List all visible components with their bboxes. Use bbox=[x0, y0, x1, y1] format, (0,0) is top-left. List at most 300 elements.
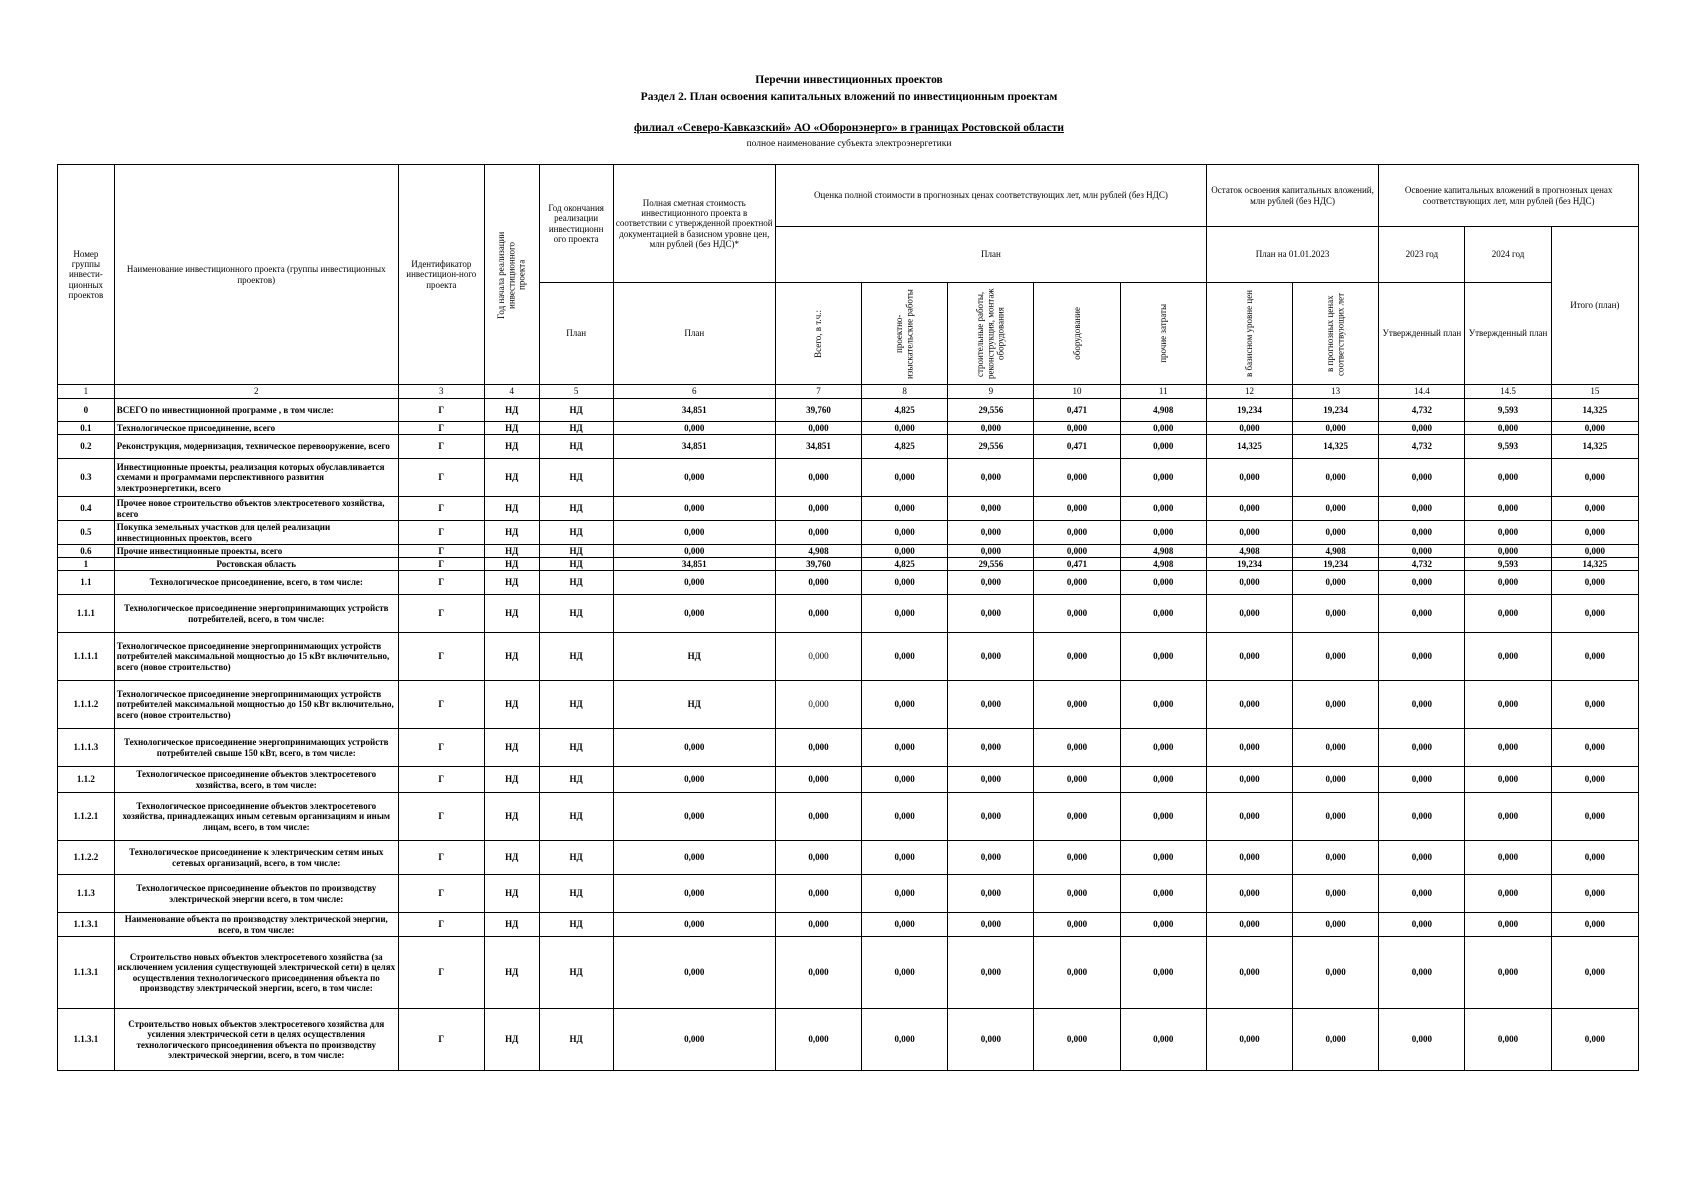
value-cell: 14,325 bbox=[1293, 435, 1379, 459]
value-cell: 4,908 bbox=[1120, 558, 1206, 571]
value-cell: 0,000 bbox=[1120, 422, 1206, 435]
header-identifier: Идентификатор инвестицион-ного проекта bbox=[398, 165, 484, 385]
header-sub-total: Всего, в т.ч.: bbox=[775, 283, 861, 385]
full-cost: 0,000 bbox=[613, 937, 775, 1009]
full-cost: НД bbox=[613, 633, 775, 681]
value-cell: 0,000 bbox=[1465, 729, 1551, 767]
column-number: 5 bbox=[539, 385, 613, 399]
project-identifier: Г bbox=[398, 422, 484, 435]
project-name: Прочие инвестиционные проекты, всего bbox=[114, 545, 398, 558]
end-year: НД bbox=[539, 459, 613, 497]
value-cell: 0,000 bbox=[862, 545, 948, 558]
start-year: НД bbox=[484, 633, 539, 681]
table-row bbox=[58, 793, 1639, 841]
column-number: 7 bbox=[775, 385, 861, 399]
end-year: НД bbox=[539, 913, 613, 937]
table-row bbox=[58, 497, 1639, 521]
value-cell: 0,000 bbox=[1551, 1009, 1638, 1071]
value-cell: 0,000 bbox=[1206, 793, 1292, 841]
full-cost: 0,000 bbox=[613, 595, 775, 633]
start-year: НД bbox=[484, 841, 539, 875]
value-cell: 0,000 bbox=[1465, 913, 1551, 937]
project-name: ВСЕГО по инвестиционной программе , в том числе: bbox=[114, 399, 398, 422]
value-cell: 0,000 bbox=[1293, 729, 1379, 767]
project-identifier: Г bbox=[398, 937, 484, 1009]
value-cell: 0,000 bbox=[1551, 545, 1638, 558]
project-identifier: Г bbox=[398, 558, 484, 571]
header-group-no: Номер группы инвести-ционных проектов bbox=[58, 165, 115, 385]
project-identifier: Г bbox=[398, 793, 484, 841]
value-cell: 0,000 bbox=[1034, 937, 1120, 1009]
value-cell: 0,000 bbox=[775, 681, 861, 729]
value-cell: 0,000 bbox=[862, 729, 948, 767]
project-identifier: Г bbox=[398, 497, 484, 521]
value-cell: 4,825 bbox=[862, 399, 948, 422]
value-cell: 0,000 bbox=[775, 497, 861, 521]
header-2024: 2024 год bbox=[1465, 227, 1551, 283]
value-cell: 0,000 bbox=[948, 571, 1034, 595]
value-cell: 0,000 bbox=[1379, 595, 1465, 633]
header-development: Освоение капитальных вложений в прогнозных ценах соответствующих лет, млн рублей (без НДС) bbox=[1379, 165, 1639, 227]
value-cell: 0,000 bbox=[948, 459, 1034, 497]
table-row bbox=[58, 937, 1639, 1009]
value-cell: 0,000 bbox=[1551, 681, 1638, 729]
value-cell: 0,000 bbox=[1379, 793, 1465, 841]
table-row bbox=[58, 399, 1639, 422]
value-cell: 4,908 bbox=[1120, 399, 1206, 422]
start-year: НД bbox=[484, 729, 539, 767]
full-cost: 0,000 bbox=[613, 729, 775, 767]
value-cell: 0,000 bbox=[1120, 937, 1206, 1009]
value-cell: 0,000 bbox=[948, 633, 1034, 681]
row-number: 1.1.1.1 bbox=[58, 633, 115, 681]
value-cell: 4,825 bbox=[862, 558, 948, 571]
row-number: 0.1 bbox=[58, 422, 115, 435]
start-year: НД bbox=[484, 435, 539, 459]
full-cost: 0,000 bbox=[613, 545, 775, 558]
start-year: НД bbox=[484, 521, 539, 545]
row-number: 1 bbox=[58, 558, 115, 571]
value-cell: 0,000 bbox=[1120, 435, 1206, 459]
value-cell: 0,000 bbox=[1551, 937, 1638, 1009]
value-cell: 0,000 bbox=[1293, 767, 1379, 793]
value-cell: 0,000 bbox=[1293, 937, 1379, 1009]
start-year: НД bbox=[484, 422, 539, 435]
value-cell: 0,000 bbox=[1206, 767, 1292, 793]
project-name: Покупка земельных участков для целей реализации инвестиционных проектов, всего bbox=[114, 521, 398, 545]
project-name: Реконструкция, модернизация, техническое перевооружение, всего bbox=[114, 435, 398, 459]
column-number: 2 bbox=[114, 385, 398, 399]
value-cell: 29,556 bbox=[948, 399, 1034, 422]
value-cell: 0,000 bbox=[1551, 459, 1638, 497]
table-row bbox=[58, 913, 1639, 937]
row-number: 0 bbox=[58, 399, 115, 422]
table-row bbox=[58, 875, 1639, 913]
table-row bbox=[58, 633, 1639, 681]
start-year: НД bbox=[484, 767, 539, 793]
value-cell: 0,000 bbox=[775, 595, 861, 633]
value-cell: 0,000 bbox=[1465, 459, 1551, 497]
value-cell: 0,000 bbox=[1034, 1009, 1120, 1071]
full-cost: 0,000 bbox=[613, 521, 775, 545]
value-cell: 9,593 bbox=[1465, 558, 1551, 571]
column-number: 10 bbox=[1034, 385, 1120, 399]
value-cell: 0,000 bbox=[775, 633, 861, 681]
value-cell: 0,000 bbox=[1034, 913, 1120, 937]
value-cell: 0,000 bbox=[1551, 633, 1638, 681]
value-cell: 29,556 bbox=[948, 435, 1034, 459]
value-cell: 0,000 bbox=[775, 841, 861, 875]
value-cell: 0,000 bbox=[1293, 841, 1379, 875]
row-number: 1.1.2.1 bbox=[58, 793, 115, 841]
end-year: НД bbox=[539, 633, 613, 681]
column-number: 6 bbox=[613, 385, 775, 399]
project-name: Технологическое присоединение объектов по производству электрической энергии всего, в том числе: bbox=[114, 875, 398, 913]
value-cell: 0,000 bbox=[862, 767, 948, 793]
end-year: НД bbox=[539, 875, 613, 913]
value-cell: 0,000 bbox=[1379, 913, 1465, 937]
value-cell: 0,000 bbox=[775, 422, 861, 435]
header-cost-plan: План bbox=[613, 283, 775, 385]
value-cell: 0,000 bbox=[775, 937, 861, 1009]
value-cell: 0,000 bbox=[1293, 422, 1379, 435]
column-number: 12 bbox=[1206, 385, 1292, 399]
value-cell: 0,000 bbox=[1465, 841, 1551, 875]
value-cell: 39,760 bbox=[775, 558, 861, 571]
value-cell: 0,000 bbox=[1206, 422, 1292, 435]
value-cell: 0,000 bbox=[1465, 681, 1551, 729]
value-cell: 0,000 bbox=[1120, 841, 1206, 875]
full-cost: 34,851 bbox=[613, 435, 775, 459]
value-cell: 0,000 bbox=[1551, 767, 1638, 793]
project-identifier: Г bbox=[398, 729, 484, 767]
value-cell: 0,000 bbox=[1293, 497, 1379, 521]
value-cell: 0,000 bbox=[1034, 841, 1120, 875]
project-name: Технологическое присоединение энергопринимающих устройств потребителей максимальной мощностью до 150 кВт включительно, всего (новое строительство) bbox=[114, 681, 398, 729]
project-name: Технологическое присоединение энергопринимающих устройств потребителей максимальной мощностью до 15 кВт включительно, всего (новое строительство) bbox=[114, 633, 398, 681]
value-cell: 0,000 bbox=[862, 681, 948, 729]
value-cell: 0,000 bbox=[1034, 681, 1120, 729]
value-cell: 0,000 bbox=[1379, 521, 1465, 545]
row-number: 0.6 bbox=[58, 545, 115, 558]
project-name: Технологическое присоединение энергопринимающих устройств потребителей свыше 150 кВт, всего, в том числе: bbox=[114, 729, 398, 767]
value-cell: 19,234 bbox=[1206, 558, 1292, 571]
value-cell: 0,000 bbox=[1465, 571, 1551, 595]
value-cell: 0,000 bbox=[1379, 767, 1465, 793]
column-number: 9 bbox=[948, 385, 1034, 399]
column-number: 14.4 bbox=[1379, 385, 1465, 399]
value-cell: 0,000 bbox=[948, 681, 1034, 729]
value-cell: 19,234 bbox=[1293, 558, 1379, 571]
end-year: НД bbox=[539, 521, 613, 545]
value-cell: 0,471 bbox=[1034, 435, 1120, 459]
value-cell: 0,000 bbox=[1465, 793, 1551, 841]
value-cell: 0,000 bbox=[862, 1009, 948, 1071]
project-identifier: Г bbox=[398, 571, 484, 595]
value-cell: 0,000 bbox=[1551, 729, 1638, 767]
table-row bbox=[58, 595, 1639, 633]
value-cell: 4,732 bbox=[1379, 558, 1465, 571]
start-year: НД bbox=[484, 1009, 539, 1071]
row-number: 1.1.2 bbox=[58, 767, 115, 793]
end-year: НД bbox=[539, 681, 613, 729]
row-number: 1.1.3 bbox=[58, 875, 115, 913]
value-cell: 0,000 bbox=[775, 459, 861, 497]
project-name: Прочее новое строительство объектов электросетевого хозяйства, всего bbox=[114, 497, 398, 521]
value-cell: 0,000 bbox=[1034, 729, 1120, 767]
value-cell: 0,000 bbox=[862, 595, 948, 633]
value-cell: 0,000 bbox=[1034, 521, 1120, 545]
value-cell: 0,000 bbox=[1379, 571, 1465, 595]
value-cell: 0,000 bbox=[862, 875, 948, 913]
project-name: Наименование объекта по производству электрической энергии, всего, в том числе: bbox=[114, 913, 398, 937]
project-identifier: Г bbox=[398, 913, 484, 937]
project-name: Технологическое присоединение, всего, в том числе: bbox=[114, 571, 398, 595]
value-cell: 0,000 bbox=[1293, 595, 1379, 633]
header-sub-construction: строительные работы, реконструкция, монтаж оборудования bbox=[948, 283, 1034, 385]
value-cell: 0,000 bbox=[1120, 1009, 1206, 1071]
project-identifier: Г bbox=[398, 633, 484, 681]
row-number: 1.1 bbox=[58, 571, 115, 595]
column-number: 11 bbox=[1120, 385, 1206, 399]
row-number: 0.3 bbox=[58, 459, 115, 497]
table-row bbox=[58, 729, 1639, 767]
project-name: Технологическое присоединение энергопринимающих устройств потребителей, всего, в том числе: bbox=[114, 595, 398, 633]
header-full-cost: Полная сметная стоимость инвестиционного проекта в соответствии с утвержденной проектной документацией в базисном уровне цен, млн рублей (без НДС)* bbox=[613, 165, 775, 283]
value-cell: 0,000 bbox=[1465, 633, 1551, 681]
value-cell: 0,000 bbox=[1551, 793, 1638, 841]
header-end-year: Год окончания реализации инвестиционн ого проекта bbox=[539, 165, 613, 283]
project-identifier: Г bbox=[398, 767, 484, 793]
value-cell: 0,000 bbox=[1379, 497, 1465, 521]
end-year: НД bbox=[539, 841, 613, 875]
project-name: Технологическое присоединение объектов электросетевого хозяйства, принадлежащих иным сетевым организациям и иным лицам, всего, в том числе: bbox=[114, 793, 398, 841]
value-cell: 14,325 bbox=[1206, 435, 1292, 459]
value-cell: 0,000 bbox=[862, 913, 948, 937]
table-row bbox=[58, 1009, 1639, 1071]
value-cell: 0,000 bbox=[948, 545, 1034, 558]
value-cell: 0,000 bbox=[1293, 681, 1379, 729]
end-year: НД bbox=[539, 571, 613, 595]
project-identifier: Г bbox=[398, 545, 484, 558]
value-cell: 0,000 bbox=[1551, 497, 1638, 521]
column-number-row bbox=[58, 385, 1639, 399]
project-identifier: Г bbox=[398, 435, 484, 459]
table-row bbox=[58, 571, 1639, 595]
full-cost: 0,000 bbox=[613, 767, 775, 793]
value-cell: 0,000 bbox=[1293, 521, 1379, 545]
end-year: НД bbox=[539, 937, 613, 1009]
header-sub-base: в базисном уровне цен bbox=[1206, 283, 1292, 385]
value-cell: 0,000 bbox=[1206, 497, 1292, 521]
full-cost: 34,851 bbox=[613, 558, 775, 571]
full-cost: 0,000 bbox=[613, 1009, 775, 1071]
table-row bbox=[58, 681, 1639, 729]
column-number: 1 bbox=[58, 385, 115, 399]
row-number: 1.1.1.3 bbox=[58, 729, 115, 767]
project-identifier: Г bbox=[398, 399, 484, 422]
value-cell: 0,000 bbox=[1206, 841, 1292, 875]
row-number: 0.2 bbox=[58, 435, 115, 459]
value-cell: 39,760 bbox=[775, 399, 861, 422]
full-cost: 0,000 bbox=[613, 497, 775, 521]
value-cell: 0,000 bbox=[1465, 545, 1551, 558]
project-name: Технологическое присоединение объектов электросетевого хозяйства, всего, в том числе: bbox=[114, 767, 398, 793]
value-cell: 0,000 bbox=[1551, 521, 1638, 545]
header-start-year: Год начала реализации инвестиционного проекта bbox=[484, 165, 539, 385]
value-cell: 0,000 bbox=[1120, 595, 1206, 633]
value-cell: 0,000 bbox=[775, 571, 861, 595]
value-cell: 0,000 bbox=[1379, 681, 1465, 729]
table-row bbox=[58, 422, 1639, 435]
value-cell: 14,325 bbox=[1551, 399, 1638, 422]
start-year: НД bbox=[484, 399, 539, 422]
value-cell: 0,000 bbox=[948, 841, 1034, 875]
project-name: Строительство новых объектов электросетевого хозяйства для усиления электрической сети в целях осуществления технологического присоединения объекта по производству электрической энергии, всего, в том числе: bbox=[114, 1009, 398, 1071]
value-cell: 4,908 bbox=[1293, 545, 1379, 558]
document-title: Перечни инвестиционных проектов bbox=[755, 74, 943, 86]
column-number: 15 bbox=[1551, 385, 1638, 399]
table-body bbox=[58, 385, 1639, 1071]
value-cell: 0,000 bbox=[1034, 571, 1120, 595]
value-cell: 0,000 bbox=[775, 767, 861, 793]
header-estimate: Оценка полной стоимости в прогнозных ценах соответствующих лет, млн рублей (без НДС) bbox=[775, 165, 1206, 227]
full-cost: 0,000 bbox=[613, 841, 775, 875]
value-cell: 0,000 bbox=[1206, 937, 1292, 1009]
value-cell: 0,000 bbox=[1206, 1009, 1292, 1071]
full-cost: 0,000 bbox=[613, 459, 775, 497]
start-year: НД bbox=[484, 545, 539, 558]
value-cell: 0,000 bbox=[1034, 497, 1120, 521]
value-cell: 0,000 bbox=[1379, 875, 1465, 913]
header-2023: 2023 год bbox=[1379, 227, 1465, 283]
value-cell: 4,732 bbox=[1379, 399, 1465, 422]
value-cell: 0,000 bbox=[1551, 875, 1638, 913]
subject-name: филиал «Северо-Кавказский» АО «Оборонэнерго» в границах Ростовской области bbox=[633, 122, 1064, 134]
investment-table bbox=[57, 164, 1639, 1071]
value-cell: 34,851 bbox=[775, 435, 861, 459]
value-cell: 0,000 bbox=[1034, 875, 1120, 913]
full-cost: НД bbox=[613, 681, 775, 729]
row-number: 1.1.3.1 bbox=[58, 1009, 115, 1071]
project-name: Инвестиционные проекты, реализация которых обуславливается схемами и программами перспективного развития электроэнергетики, всего bbox=[114, 459, 398, 497]
table-row bbox=[58, 841, 1639, 875]
value-cell: 0,000 bbox=[1120, 459, 1206, 497]
value-cell: 0,000 bbox=[1034, 459, 1120, 497]
value-cell: 0,000 bbox=[1120, 681, 1206, 729]
value-cell: 0,000 bbox=[1120, 521, 1206, 545]
value-cell: 0,000 bbox=[1379, 937, 1465, 1009]
section-title: Раздел 2. План освоения капитальных вложений по инвестиционным проектам bbox=[640, 91, 1058, 103]
row-number: 1.1.3.1 bbox=[58, 913, 115, 937]
end-year: НД bbox=[539, 545, 613, 558]
value-cell: 29,556 bbox=[948, 558, 1034, 571]
value-cell: 0,000 bbox=[948, 595, 1034, 633]
column-number: 8 bbox=[862, 385, 948, 399]
value-cell: 0,000 bbox=[948, 875, 1034, 913]
value-cell: 0,000 bbox=[1551, 595, 1638, 633]
start-year: НД bbox=[484, 497, 539, 521]
value-cell: 0,000 bbox=[862, 497, 948, 521]
end-year: НД bbox=[539, 1009, 613, 1071]
end-year: НД bbox=[539, 422, 613, 435]
header-plan-date: План на 01.01.2023 bbox=[1206, 227, 1378, 283]
value-cell: 0,000 bbox=[1379, 729, 1465, 767]
value-cell: 0,000 bbox=[1465, 422, 1551, 435]
value-cell: 0,000 bbox=[1120, 571, 1206, 595]
project-identifier: Г bbox=[398, 459, 484, 497]
header-sub-other: прочие затраты bbox=[1120, 283, 1206, 385]
value-cell: 0,000 bbox=[775, 875, 861, 913]
row-number: 1.1.1 bbox=[58, 595, 115, 633]
value-cell: 0,000 bbox=[1206, 681, 1292, 729]
value-cell: 0,000 bbox=[948, 767, 1034, 793]
project-name: Строительство новых объектов электросетевого хозяйства (за исключением усиления существующей электрической сети) в целях осуществления технологического присоединения объекта по производству электрической энергии, всего, в том числе: bbox=[114, 937, 398, 1009]
value-cell: 0,000 bbox=[1465, 875, 1551, 913]
value-cell: 0,000 bbox=[948, 913, 1034, 937]
value-cell: 0,000 bbox=[1206, 875, 1292, 913]
column-number: 14.5 bbox=[1465, 385, 1551, 399]
end-year: НД bbox=[539, 399, 613, 422]
value-cell: 0,000 bbox=[1120, 633, 1206, 681]
start-year: НД bbox=[484, 595, 539, 633]
value-cell: 0,000 bbox=[1465, 595, 1551, 633]
project-identifier: Г bbox=[398, 1009, 484, 1071]
row-number: 0.4 bbox=[58, 497, 115, 521]
subject-caption: полное наименование субъекта электроэнергетики bbox=[746, 139, 952, 149]
value-cell: 0,000 bbox=[1120, 875, 1206, 913]
value-cell: 0,000 bbox=[1206, 571, 1292, 595]
value-cell: 0,000 bbox=[1465, 1009, 1551, 1071]
start-year: НД bbox=[484, 793, 539, 841]
value-cell: 0,000 bbox=[1379, 841, 1465, 875]
value-cell: 0,000 bbox=[1034, 545, 1120, 558]
table-row bbox=[58, 545, 1639, 558]
value-cell: 4,908 bbox=[775, 545, 861, 558]
value-cell: 0,000 bbox=[862, 793, 948, 841]
row-number: 1.1.3.1 bbox=[58, 937, 115, 1009]
value-cell: 0,000 bbox=[1551, 571, 1638, 595]
end-year: НД bbox=[539, 729, 613, 767]
row-number: 1.1.1.2 bbox=[58, 681, 115, 729]
full-cost: 0,000 bbox=[613, 571, 775, 595]
value-cell: 0,000 bbox=[1034, 595, 1120, 633]
column-number: 3 bbox=[398, 385, 484, 399]
row-number: 0.5 bbox=[58, 521, 115, 545]
value-cell: 0,000 bbox=[1551, 422, 1638, 435]
full-cost: 0,000 bbox=[613, 793, 775, 841]
header-total: Итого (план) bbox=[1551, 227, 1638, 385]
value-cell: 0,000 bbox=[1206, 459, 1292, 497]
value-cell: 0,000 bbox=[1206, 633, 1292, 681]
value-cell: 0,000 bbox=[1120, 497, 1206, 521]
header-name: Наименование инвестиционного проекта (группы инвестиционных проектов) bbox=[114, 165, 398, 385]
value-cell: 0,000 bbox=[1465, 497, 1551, 521]
header-remainder: Остаток освоения капитальных вложений, млн рублей (без НДС) bbox=[1206, 165, 1378, 227]
value-cell: 0,000 bbox=[1293, 1009, 1379, 1071]
start-year: НД bbox=[484, 913, 539, 937]
table-row bbox=[58, 521, 1639, 545]
value-cell: 0,000 bbox=[1465, 937, 1551, 1009]
end-year: НД bbox=[539, 558, 613, 571]
value-cell: 0,000 bbox=[1293, 459, 1379, 497]
project-identifier: Г bbox=[398, 521, 484, 545]
start-year: НД bbox=[484, 558, 539, 571]
value-cell: 0,000 bbox=[1293, 571, 1379, 595]
value-cell: 0,471 bbox=[1034, 399, 1120, 422]
project-name: Технологическое присоединение к электрическим сетям иных сетевых организаций, всего, в том числе: bbox=[114, 841, 398, 875]
table-row bbox=[58, 767, 1639, 793]
